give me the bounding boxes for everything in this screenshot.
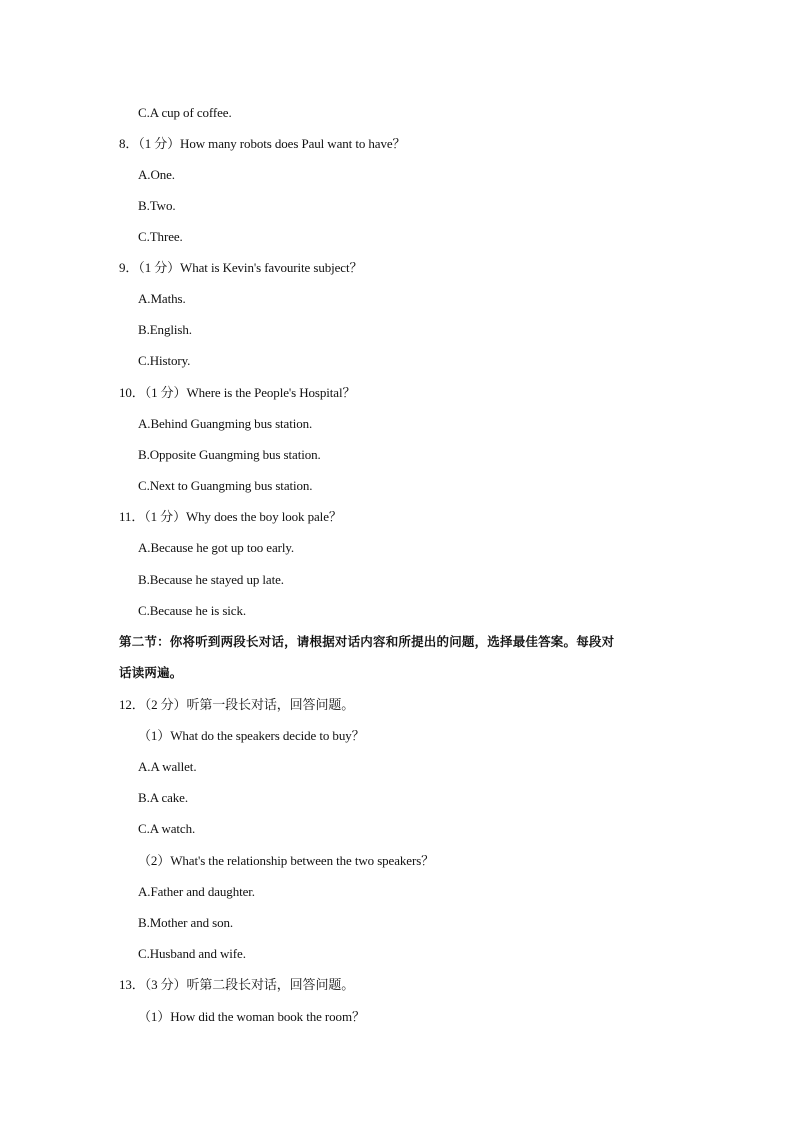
question-12: 12．（2 分）听第一段长对话，回答问题。 <box>119 697 355 712</box>
section-2-heading: 第二节：你将听到两段长对话，请根据对话内容和所提出的问题，选择最佳答案。每段对 <box>119 634 615 649</box>
question-8-option-c: C.Three. <box>138 229 183 244</box>
question-11-option-c: C.Because he is sick. <box>138 603 247 618</box>
question-11: 11．（1 分）Why does the boy look pale？ <box>119 509 342 524</box>
question-9-option-b: B.English. <box>138 322 192 337</box>
question-11-option-b: B.Because he stayed up late. <box>138 572 284 587</box>
question-12-1-option-a: A.A wallet. <box>138 759 197 774</box>
question-10-option-c: C.Next to Guangming bus station. <box>138 478 313 493</box>
question-8-option-a: A.One. <box>138 167 175 182</box>
question-12-2-option-c: C.Husband and wife. <box>138 946 246 961</box>
option-c-coffee: C.A cup of coffee. <box>138 105 232 120</box>
question-12-sub-1: （1）What do the speakers decide to buy？ <box>138 728 365 743</box>
section-2-heading-cont: 话读两遍。 <box>119 665 183 680</box>
question-12-2-option-a: A.Father and daughter. <box>138 884 255 899</box>
question-11-option-a: A.Because he got up too early. <box>138 540 295 555</box>
question-9-option-a: A.Maths. <box>138 291 186 306</box>
question-13-sub-1: （1）How did the woman book the room？ <box>138 1009 365 1024</box>
question-12-1-option-b: B.A cake. <box>138 790 189 805</box>
question-9-option-c: C.History. <box>138 353 191 368</box>
question-10: 10．（1 分）Where is the People's Hospital？ <box>119 385 356 400</box>
question-10-option-b: B.Opposite Guangming bus station. <box>138 447 321 462</box>
question-13: 13．（3 分）听第二段长对话，回答问题。 <box>119 977 355 992</box>
question-12-sub-2: （2）What's the relationship between the two speakers？ <box>138 853 435 868</box>
question-8: 8．（1 分）How many robots does Paul want to have？ <box>119 136 406 151</box>
question-12-1-option-c: C.A watch. <box>138 821 196 836</box>
question-8-option-b: B.Two. <box>138 198 176 213</box>
question-10-option-a: A.Behind Guangming bus station. <box>138 416 313 431</box>
question-9: 9．（1 分）What is Kevin's favourite subject？ <box>119 260 363 275</box>
question-12-2-option-b: B.Mother and son. <box>138 915 234 930</box>
